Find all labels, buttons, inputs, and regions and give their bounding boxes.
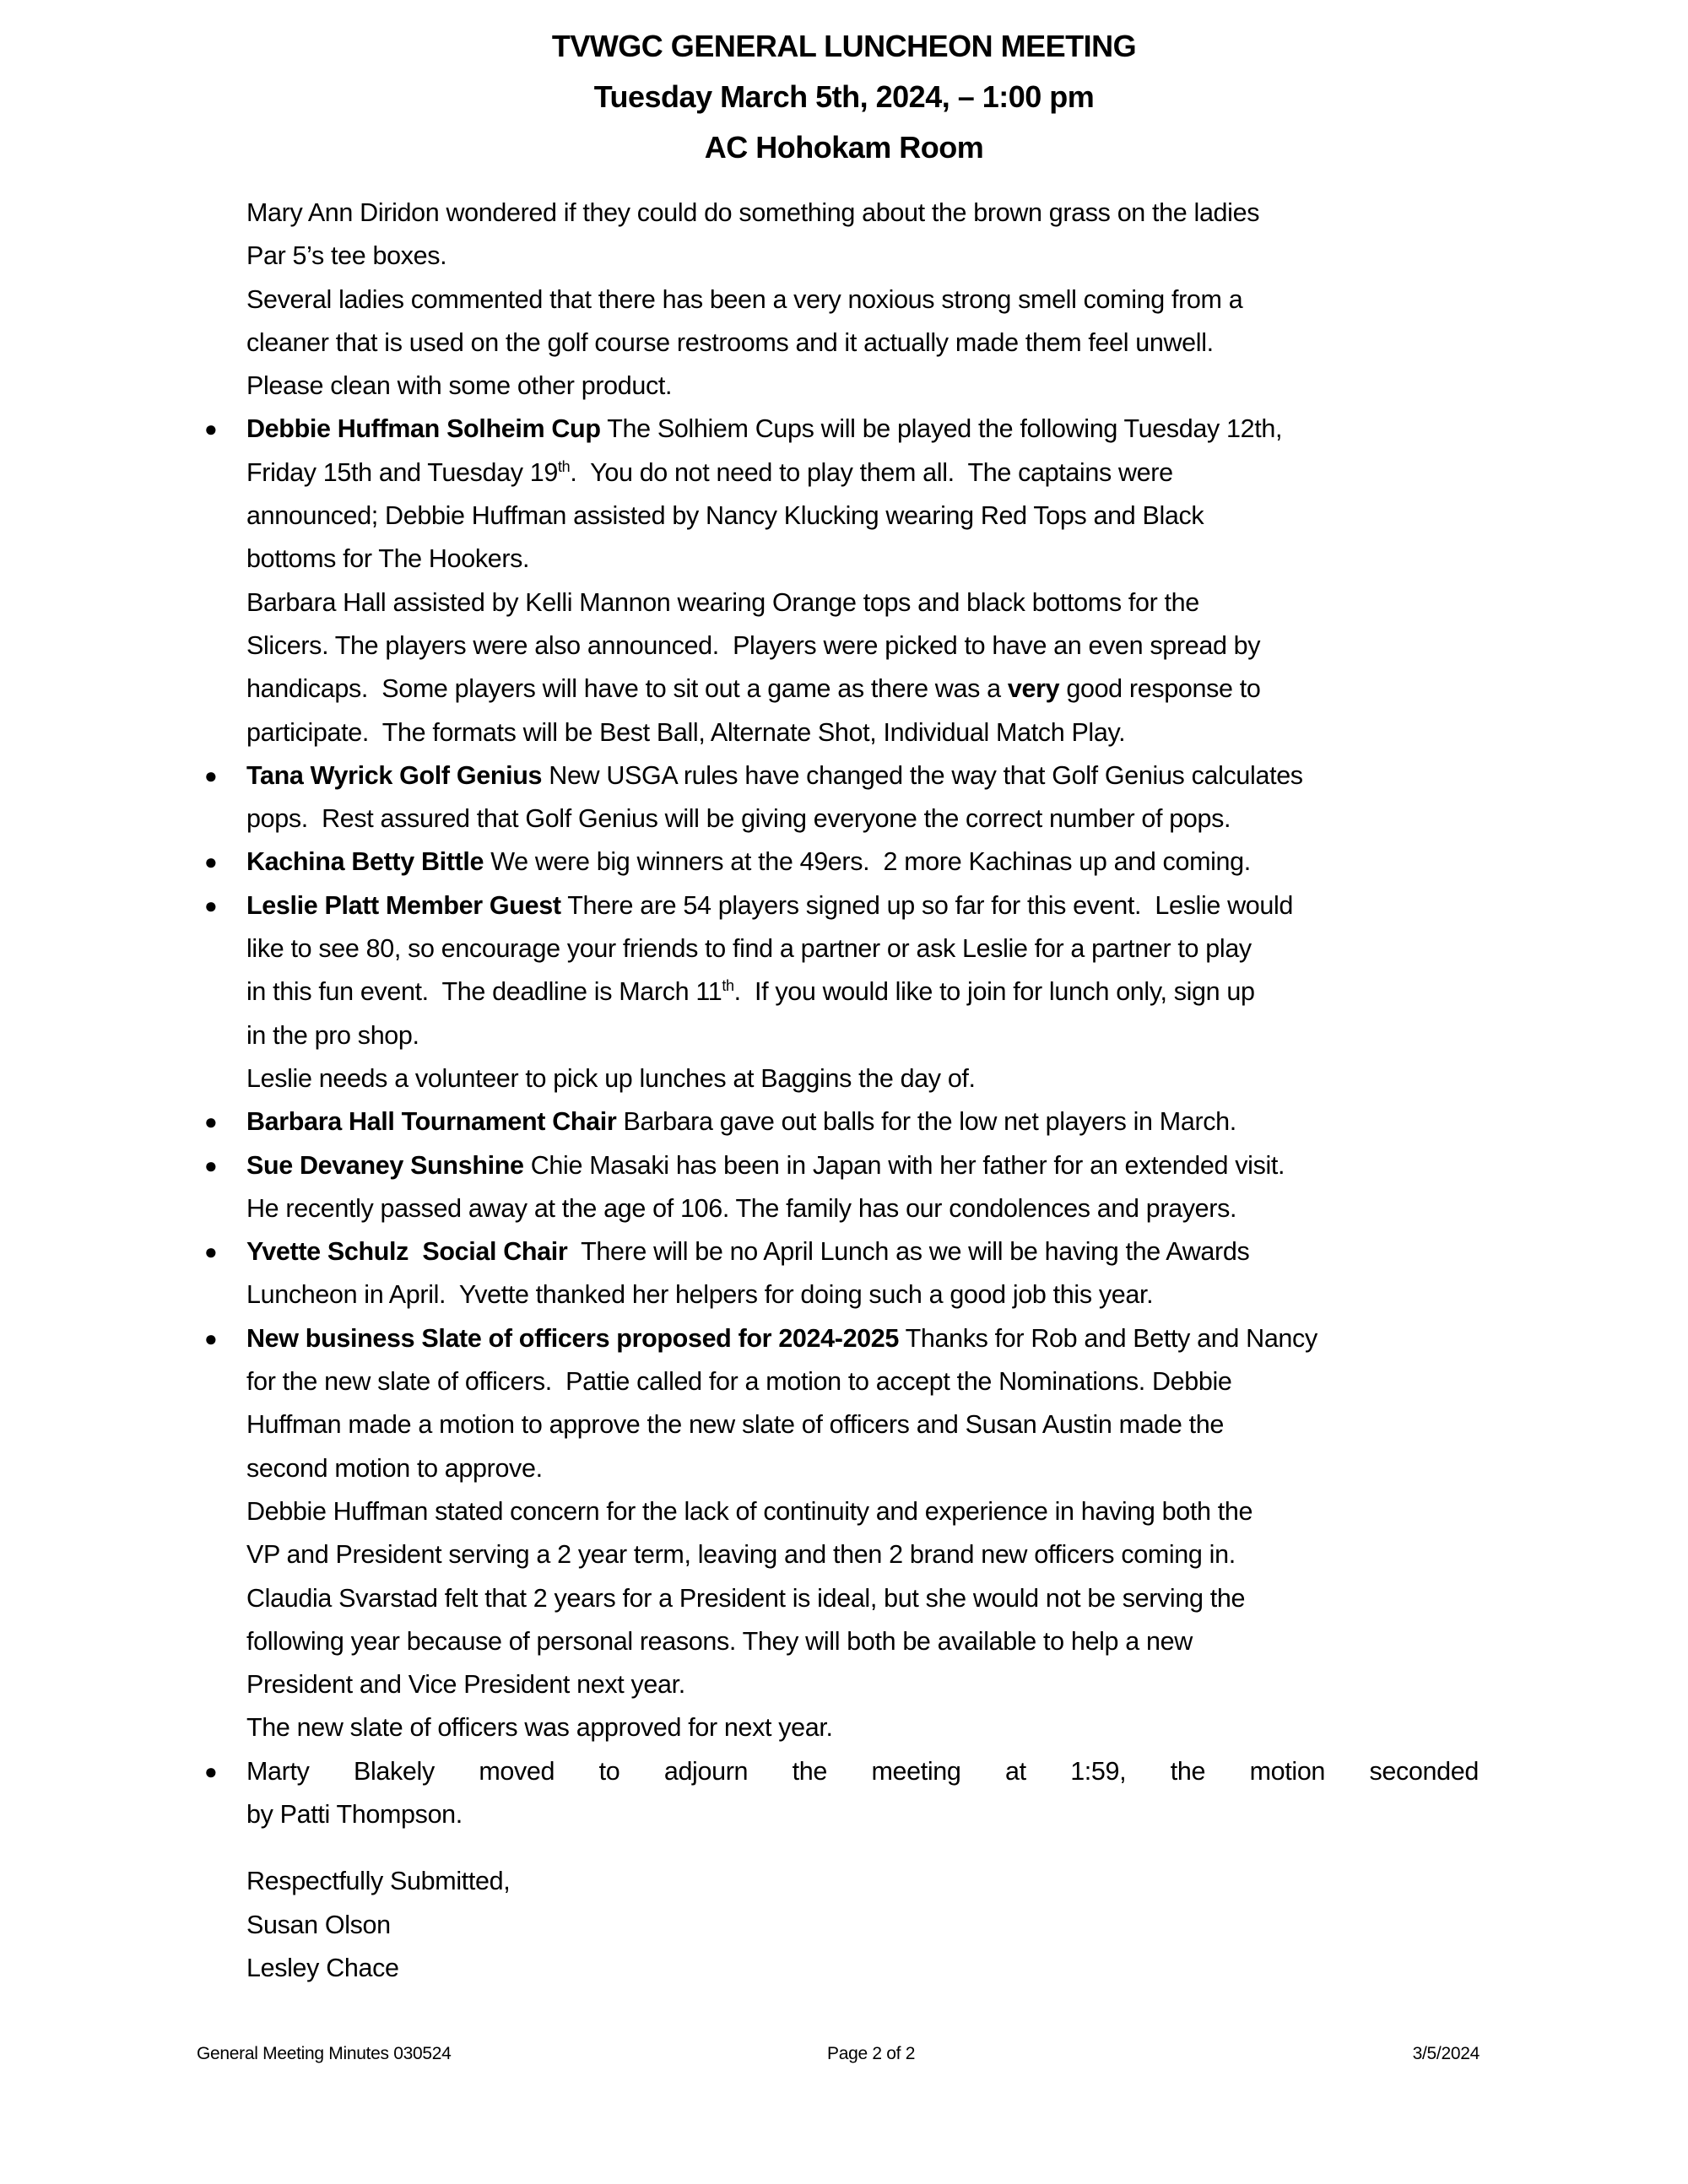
text-line bbox=[246, 970, 1479, 1014]
bold-heading: Barbara Hall Tournament Chair bbox=[246, 1107, 617, 1137]
bullet-item bbox=[204, 841, 1479, 884]
text-line bbox=[204, 884, 1479, 927]
text-line bbox=[246, 1014, 1479, 1057]
text-line bbox=[246, 1620, 1479, 1663]
text-segment: Mary Ann Diridon wondered if they could do something about the brown grass on the ladies bbox=[246, 198, 1260, 227]
bullet-icon: ● bbox=[204, 416, 218, 442]
text-line bbox=[204, 1230, 1479, 1273]
text-line bbox=[246, 1663, 1479, 1706]
bullet-icon: ● bbox=[204, 1239, 218, 1265]
text-segment: Barbara gave out balls for the low net players in March. bbox=[616, 1107, 1236, 1137]
bold-heading: Leslie Platt Member Guest bbox=[246, 890, 561, 920]
bold-heading: Debbie Huffman Solheim Cup bbox=[246, 414, 601, 444]
text-line bbox=[204, 1750, 1479, 1793]
bullet-item bbox=[204, 1317, 1479, 1750]
bold-heading: Tana Wyrick Golf Genius bbox=[246, 760, 543, 790]
bullet-icon: ● bbox=[204, 849, 218, 875]
text-line bbox=[246, 581, 1479, 624]
text-segment: Par 5’s tee boxes. bbox=[246, 241, 447, 271]
text-line bbox=[246, 668, 1479, 711]
text-segment: in the pro shop. bbox=[246, 1020, 419, 1050]
text-line bbox=[246, 797, 1479, 841]
text-segment: . If you would like to join for lunch only, sign up bbox=[733, 977, 1255, 1007]
text-line bbox=[246, 1577, 1479, 1620]
text-segment: Debbie Huffman stated concern for the lack of continuity and experience in having both the bbox=[246, 1496, 1253, 1526]
text-line bbox=[246, 365, 1479, 408]
text-segment: Claudia Svarstad felt that 2 years for a President is ideal, but she would not be serving the bbox=[246, 1583, 1246, 1613]
document-header bbox=[0, 21, 1688, 173]
text-segment: like to see 80, so encourage your friends to find a partner or ask Leslie for a partner to play bbox=[246, 934, 1252, 964]
text-segment: There are 54 players signed up so far for this event. Leslie would bbox=[560, 890, 1294, 920]
text-segment: The new slate of officers was approved for next year. bbox=[246, 1713, 833, 1743]
meeting-title: TVWGC GENERAL LUNCHEON MEETING bbox=[551, 29, 1137, 63]
text-segment: There will be no April Lunch as we will be having the Awards bbox=[567, 1237, 1250, 1267]
text-line bbox=[246, 1490, 1479, 1533]
page-footer bbox=[197, 2044, 1480, 2069]
bold-heading: New business Slate of officers proposed for 2024-2025 bbox=[246, 1323, 900, 1353]
bold-heading: very bbox=[1007, 674, 1060, 704]
text-line bbox=[246, 235, 1479, 278]
text-segment: Please clean with some other product. bbox=[246, 371, 673, 401]
text-segment: The Solhiem Cups will be played the following Tuesday 12th, bbox=[600, 414, 1283, 444]
text-line bbox=[246, 495, 1479, 538]
text-segment: pops. Rest assured that Golf Genius will be giving everyone the correct number of pops. bbox=[246, 804, 1231, 834]
footer-document-name: General Meeting Minutes 030524 bbox=[197, 2044, 452, 2063]
text-segment: Barbara Hall assisted by Kelli Mannon wearing Orange tops and black bottoms for the bbox=[246, 587, 1199, 617]
text-segment: participate. The formats will be Best Ball, Alternate Shot, Individual Match Play. bbox=[246, 717, 1126, 747]
bold-heading: Sue Devaney Sunshine bbox=[246, 1150, 524, 1180]
text-line bbox=[246, 451, 1479, 495]
text-segment: We were big winners at the 49ers. 2 more Kachinas up and coming. bbox=[484, 847, 1251, 877]
meeting-location: AC Hohokam Room bbox=[704, 130, 984, 165]
text-segment: New USGA rules have changed the way that Golf Genius calculates bbox=[542, 760, 1303, 790]
signer-name: Susan Olson bbox=[246, 1910, 391, 1939]
text-segment: Slicers. The players were also announced. Players were picked to have an even spread by bbox=[246, 630, 1261, 660]
paragraph bbox=[246, 192, 1479, 408]
text-line bbox=[246, 322, 1479, 365]
text-segment: good response to bbox=[1059, 674, 1261, 704]
text-segment: bottoms for The Hookers. bbox=[246, 544, 530, 574]
bullet-item bbox=[204, 1144, 1479, 1231]
text-line bbox=[246, 1533, 1479, 1576]
text-line bbox=[246, 538, 1479, 581]
text-segment: Chie Masaki has been in Japan with her father for an extended visit. bbox=[523, 1150, 1285, 1180]
text-segment: Marty Blakely moved to adjourn the meeting at 1:59, the motion seconded bbox=[246, 1756, 1479, 1786]
text-line bbox=[246, 1447, 1479, 1490]
bullet-item bbox=[204, 754, 1479, 841]
meeting-date: Tuesday March 5th, 2024, – 1:00 pm bbox=[593, 79, 1095, 114]
footer-page-number: Page 2 of 2 bbox=[827, 2044, 916, 2063]
text-segment: Luncheon in April. Yvette thanked her helpers for doing such a good job this year. bbox=[246, 1280, 1154, 1310]
text-line bbox=[204, 841, 1479, 884]
text-segment: handicaps. Some players will have to sit out a game as there was a bbox=[246, 674, 1008, 704]
bullet-icon: ● bbox=[204, 1109, 218, 1135]
closing-text: Respectfully Submitted, bbox=[246, 1867, 511, 1896]
text-line bbox=[246, 278, 1479, 322]
text-segment: in this fun event. The deadline is March 11 bbox=[246, 977, 722, 1007]
text-segment: for the new slate of officers. Pattie called for a motion to accept the Nominations. Debbie bbox=[246, 1367, 1232, 1397]
text-line bbox=[246, 192, 1479, 235]
bullet-item bbox=[204, 884, 1479, 1100]
text-line bbox=[246, 711, 1479, 754]
text-segment: Leslie needs a volunteer to pick up lunches at Baggins the day of. bbox=[246, 1063, 976, 1093]
text-segment: cleaner that is used on the golf course restrooms and it actually made them feel unwell. bbox=[246, 327, 1214, 357]
bullet-icon: ● bbox=[204, 762, 218, 788]
text-segment: Thanks for Rob and Betty and Nancy bbox=[899, 1323, 1317, 1353]
text-line bbox=[246, 624, 1479, 668]
text-segment: announced; Debbie Huffman assisted by Nancy Klucking wearing Red Tops and Black bbox=[246, 501, 1204, 531]
footer-date: 3/5/2024 bbox=[1412, 2044, 1480, 2063]
text-line bbox=[246, 1273, 1479, 1316]
bullet-item bbox=[204, 1100, 1479, 1143]
text-line bbox=[204, 754, 1479, 797]
superscript: th bbox=[722, 977, 734, 995]
text-line bbox=[204, 408, 1479, 451]
bullet-icon: ● bbox=[204, 892, 218, 918]
text-line bbox=[204, 1317, 1479, 1360]
text-segment: Huffman made a motion to approve the new slate of officers and Susan Austin made the bbox=[246, 1410, 1225, 1440]
text-line bbox=[246, 1403, 1479, 1446]
bullet-item bbox=[204, 1750, 1479, 1837]
bold-heading: Kachina Betty Bittle bbox=[246, 847, 484, 877]
text-line bbox=[204, 1144, 1479, 1187]
bold-heading: Yvette Schulz Social Chair bbox=[246, 1237, 568, 1267]
text-line bbox=[246, 1793, 1479, 1836]
text-segment: following year because of personal reasons. They will both be available to help a new bbox=[246, 1626, 1193, 1656]
text-segment: Several ladies commented that there has been a very noxious strong smell coming from a bbox=[246, 284, 1243, 314]
text-segment: . You do not need to play them all. The captains were bbox=[570, 457, 1173, 487]
text-segment: VP and President serving a 2 year term, leaving and then 2 brand new officers coming in. bbox=[246, 1540, 1236, 1570]
text-segment: President and Vice President next year. bbox=[246, 1670, 685, 1700]
text-segment: He recently passed away at the age of 106. The family has our condolences and prayers. bbox=[246, 1193, 1237, 1223]
text-line bbox=[204, 1100, 1479, 1143]
text-line bbox=[246, 1360, 1479, 1403]
text-line bbox=[246, 1187, 1479, 1230]
bullet-icon: ● bbox=[204, 1758, 218, 1784]
signature-block bbox=[246, 1860, 1479, 1990]
bullet-icon: ● bbox=[204, 1325, 218, 1351]
text-line bbox=[246, 1706, 1479, 1749]
superscript: th bbox=[558, 457, 571, 475]
signer-name: Lesley Chace bbox=[246, 1953, 399, 1982]
text-segment: second motion to approve. bbox=[246, 1453, 543, 1483]
bullet-item bbox=[204, 408, 1479, 754]
minutes-body bbox=[204, 192, 1479, 1990]
text-line bbox=[246, 927, 1479, 970]
text-segment: Friday 15th and Tuesday 19 bbox=[246, 457, 559, 487]
text-line bbox=[246, 1057, 1479, 1100]
bullet-icon: ● bbox=[204, 1152, 218, 1178]
bullet-item bbox=[204, 1230, 1479, 1317]
text-segment: by Patti Thompson. bbox=[246, 1799, 463, 1829]
